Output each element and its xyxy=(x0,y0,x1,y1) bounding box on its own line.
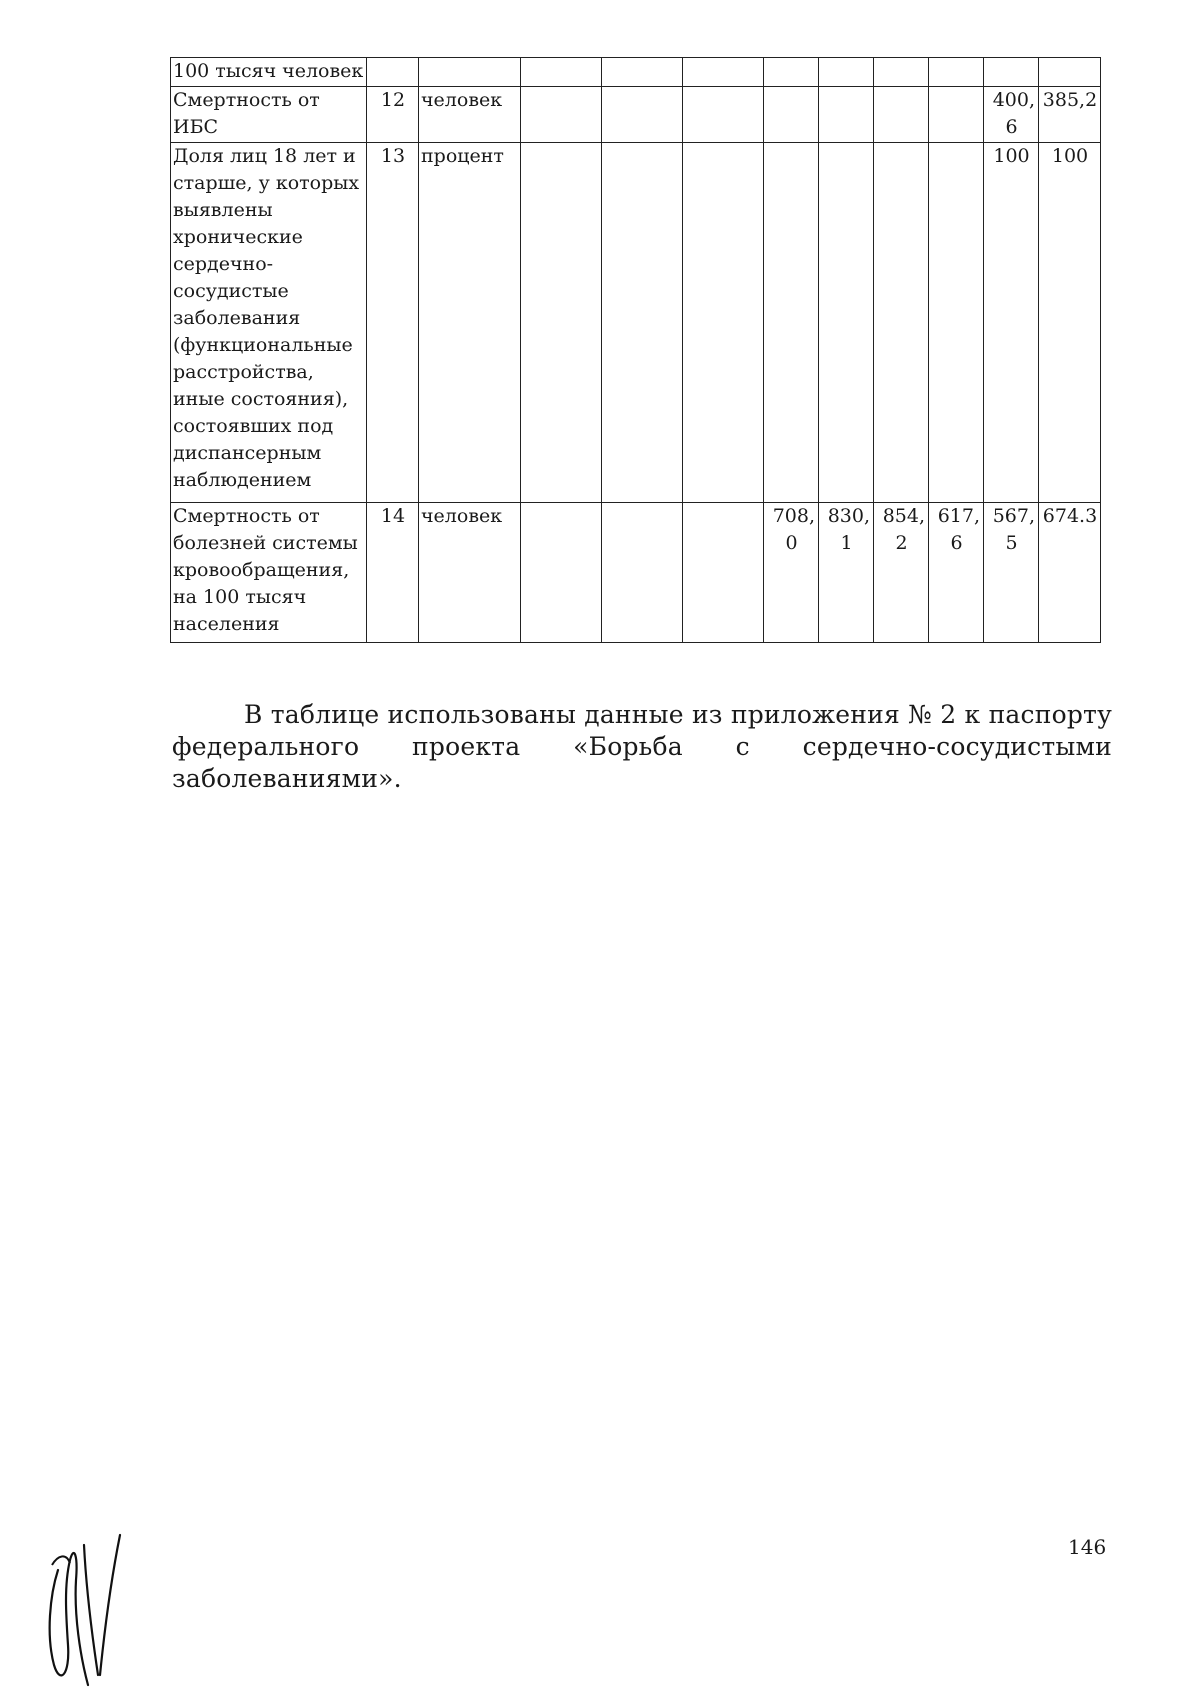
value-cell: 708, 0 xyxy=(764,503,819,643)
value-cell: 567, 5 xyxy=(984,503,1039,643)
value-cell: 100 xyxy=(984,143,1039,503)
value-cell: 385,2 xyxy=(1039,87,1101,143)
value-cell xyxy=(929,143,984,503)
value-cell: 617, 6 xyxy=(929,503,984,643)
indicator-table xyxy=(170,57,1101,643)
value-cell xyxy=(1039,58,1101,87)
table-row xyxy=(171,87,1101,143)
indicator-name: Смертность от ИБС xyxy=(171,87,367,143)
source-note xyxy=(172,699,1112,795)
value-cell xyxy=(819,58,874,87)
value-cell xyxy=(521,58,602,87)
value-cell xyxy=(602,143,683,503)
value-cell: 674.3 xyxy=(1039,503,1101,643)
value-cell xyxy=(521,143,602,503)
value-cell: 830, 1 xyxy=(819,503,874,643)
value-cell xyxy=(764,143,819,503)
row-number xyxy=(367,58,419,87)
indicator-name: Доля лиц 18 лет и старше, у которых выявлены хронические сердечно- сосудистые заболевания (функциональные расстройства, иные состояния), состоявших под диспансерным наблюдением xyxy=(171,143,367,503)
row-number: 12 xyxy=(367,87,419,143)
value-cell xyxy=(683,58,764,87)
table-row xyxy=(171,58,1101,87)
row-number: 13 xyxy=(367,143,419,503)
unit-cell: процент xyxy=(419,143,521,503)
value-cell xyxy=(819,143,874,503)
value-cell: 100 xyxy=(1039,143,1101,503)
table-row xyxy=(171,143,1101,503)
value-cell xyxy=(521,503,602,643)
unit-cell xyxy=(419,58,521,87)
value-cell xyxy=(764,87,819,143)
value-cell xyxy=(602,503,683,643)
value-cell xyxy=(764,58,819,87)
source-note-text: В таблице использованы данные из приложения № 2 к паспорту федерального проекта «Борьба с сердечно-сосудистыми заболеваниями». xyxy=(172,700,1112,793)
value-cell xyxy=(683,87,764,143)
value-cell xyxy=(929,87,984,143)
value-cell: 854, 2 xyxy=(874,503,929,643)
value-cell xyxy=(602,87,683,143)
unit-cell: человек xyxy=(419,87,521,143)
value-cell xyxy=(521,87,602,143)
value-cell xyxy=(874,58,929,87)
unit-cell: человек xyxy=(419,503,521,643)
row-number: 14 xyxy=(367,503,419,643)
value-cell xyxy=(602,58,683,87)
value-cell xyxy=(984,58,1039,87)
value-cell xyxy=(874,143,929,503)
indicator-name: 100 тысяч человек xyxy=(171,58,367,87)
indicator-name: Смертность от болезней системы кровообращения, на 100 тысяч населения xyxy=(171,503,367,643)
value-cell xyxy=(929,58,984,87)
value-cell xyxy=(874,87,929,143)
value-cell xyxy=(683,143,764,503)
value-cell xyxy=(683,503,764,643)
table-row xyxy=(171,503,1101,643)
value-cell xyxy=(819,87,874,143)
signature-icon xyxy=(40,1525,140,1690)
value-cell: 400, 6 xyxy=(984,87,1039,143)
page-number: 146 xyxy=(1068,1535,1107,1559)
